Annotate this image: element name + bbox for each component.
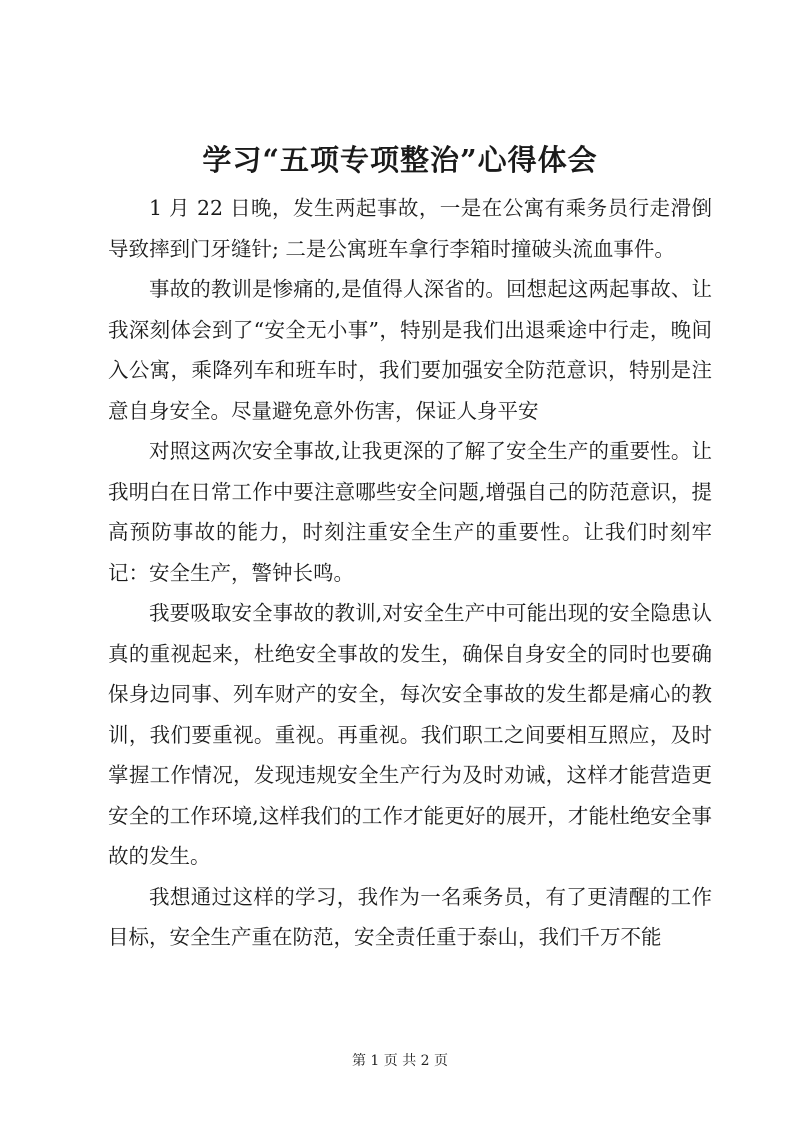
document-title: 学习“五项专项整治”心得体会 [202, 143, 598, 177]
paragraph-incident: 1 月 22 日晚，发生两起事故，一是在公寓有乘务员行走滑倒导致摔到门牙缝针; 二是公寓班车拿行李箱时撞破头流血事件。 [108, 196, 712, 261]
paragraph-goal: 我想通过这样的学习，我作为一名乘务员，有了更清醒的工作目标，安全生产重在防范，安全责任重于泰山，我们千万不能 [108, 884, 712, 949]
document-body [108, 188, 712, 958]
paragraph-reflection: 对照这两次安全事故,让我更深的了解了安全生产的重要性。让我明白在日常工作中要注意哪些安全问题,增强自己的防范意识，提高预防事故的能力，时刻注重安全生产的重要性。让我们时刻牢记：安全生产，警钟长鸣。 [108, 439, 712, 585]
page-number: 第 1 页 共 2 页 [351, 1053, 449, 1069]
paragraph-lesson: 事故的教训是惨痛的,是值得人深省的。回想起这两起事故、让我深刻体会到了“安全无小事”，特别是我们出退乘途中行走，晚间入公寓，乘降列车和班车时，我们要加强安全防范意识，特别是注意自身安全。尽量避免意外伤害，保证人身平安 [108, 277, 712, 423]
paragraph-commitment: 我要吸取安全事故的教训,对安全生产中可能出现的安全隐患认真的重视起来，杜绝安全事故的发生，确保自身安全的同时也要确保身边同事、列车财产的安全，每次安全事故的发生都是痛心的教训，我们要重视。重视。再重视。我们职工之间要相互照应，及时掌握工作情况，发现违规安全生产行为及时劝诫，这样才能营造更安全的工作环境,这样我们的工作才能更好的展开，才能杜绝安全事故的发生。 [108, 601, 712, 868]
